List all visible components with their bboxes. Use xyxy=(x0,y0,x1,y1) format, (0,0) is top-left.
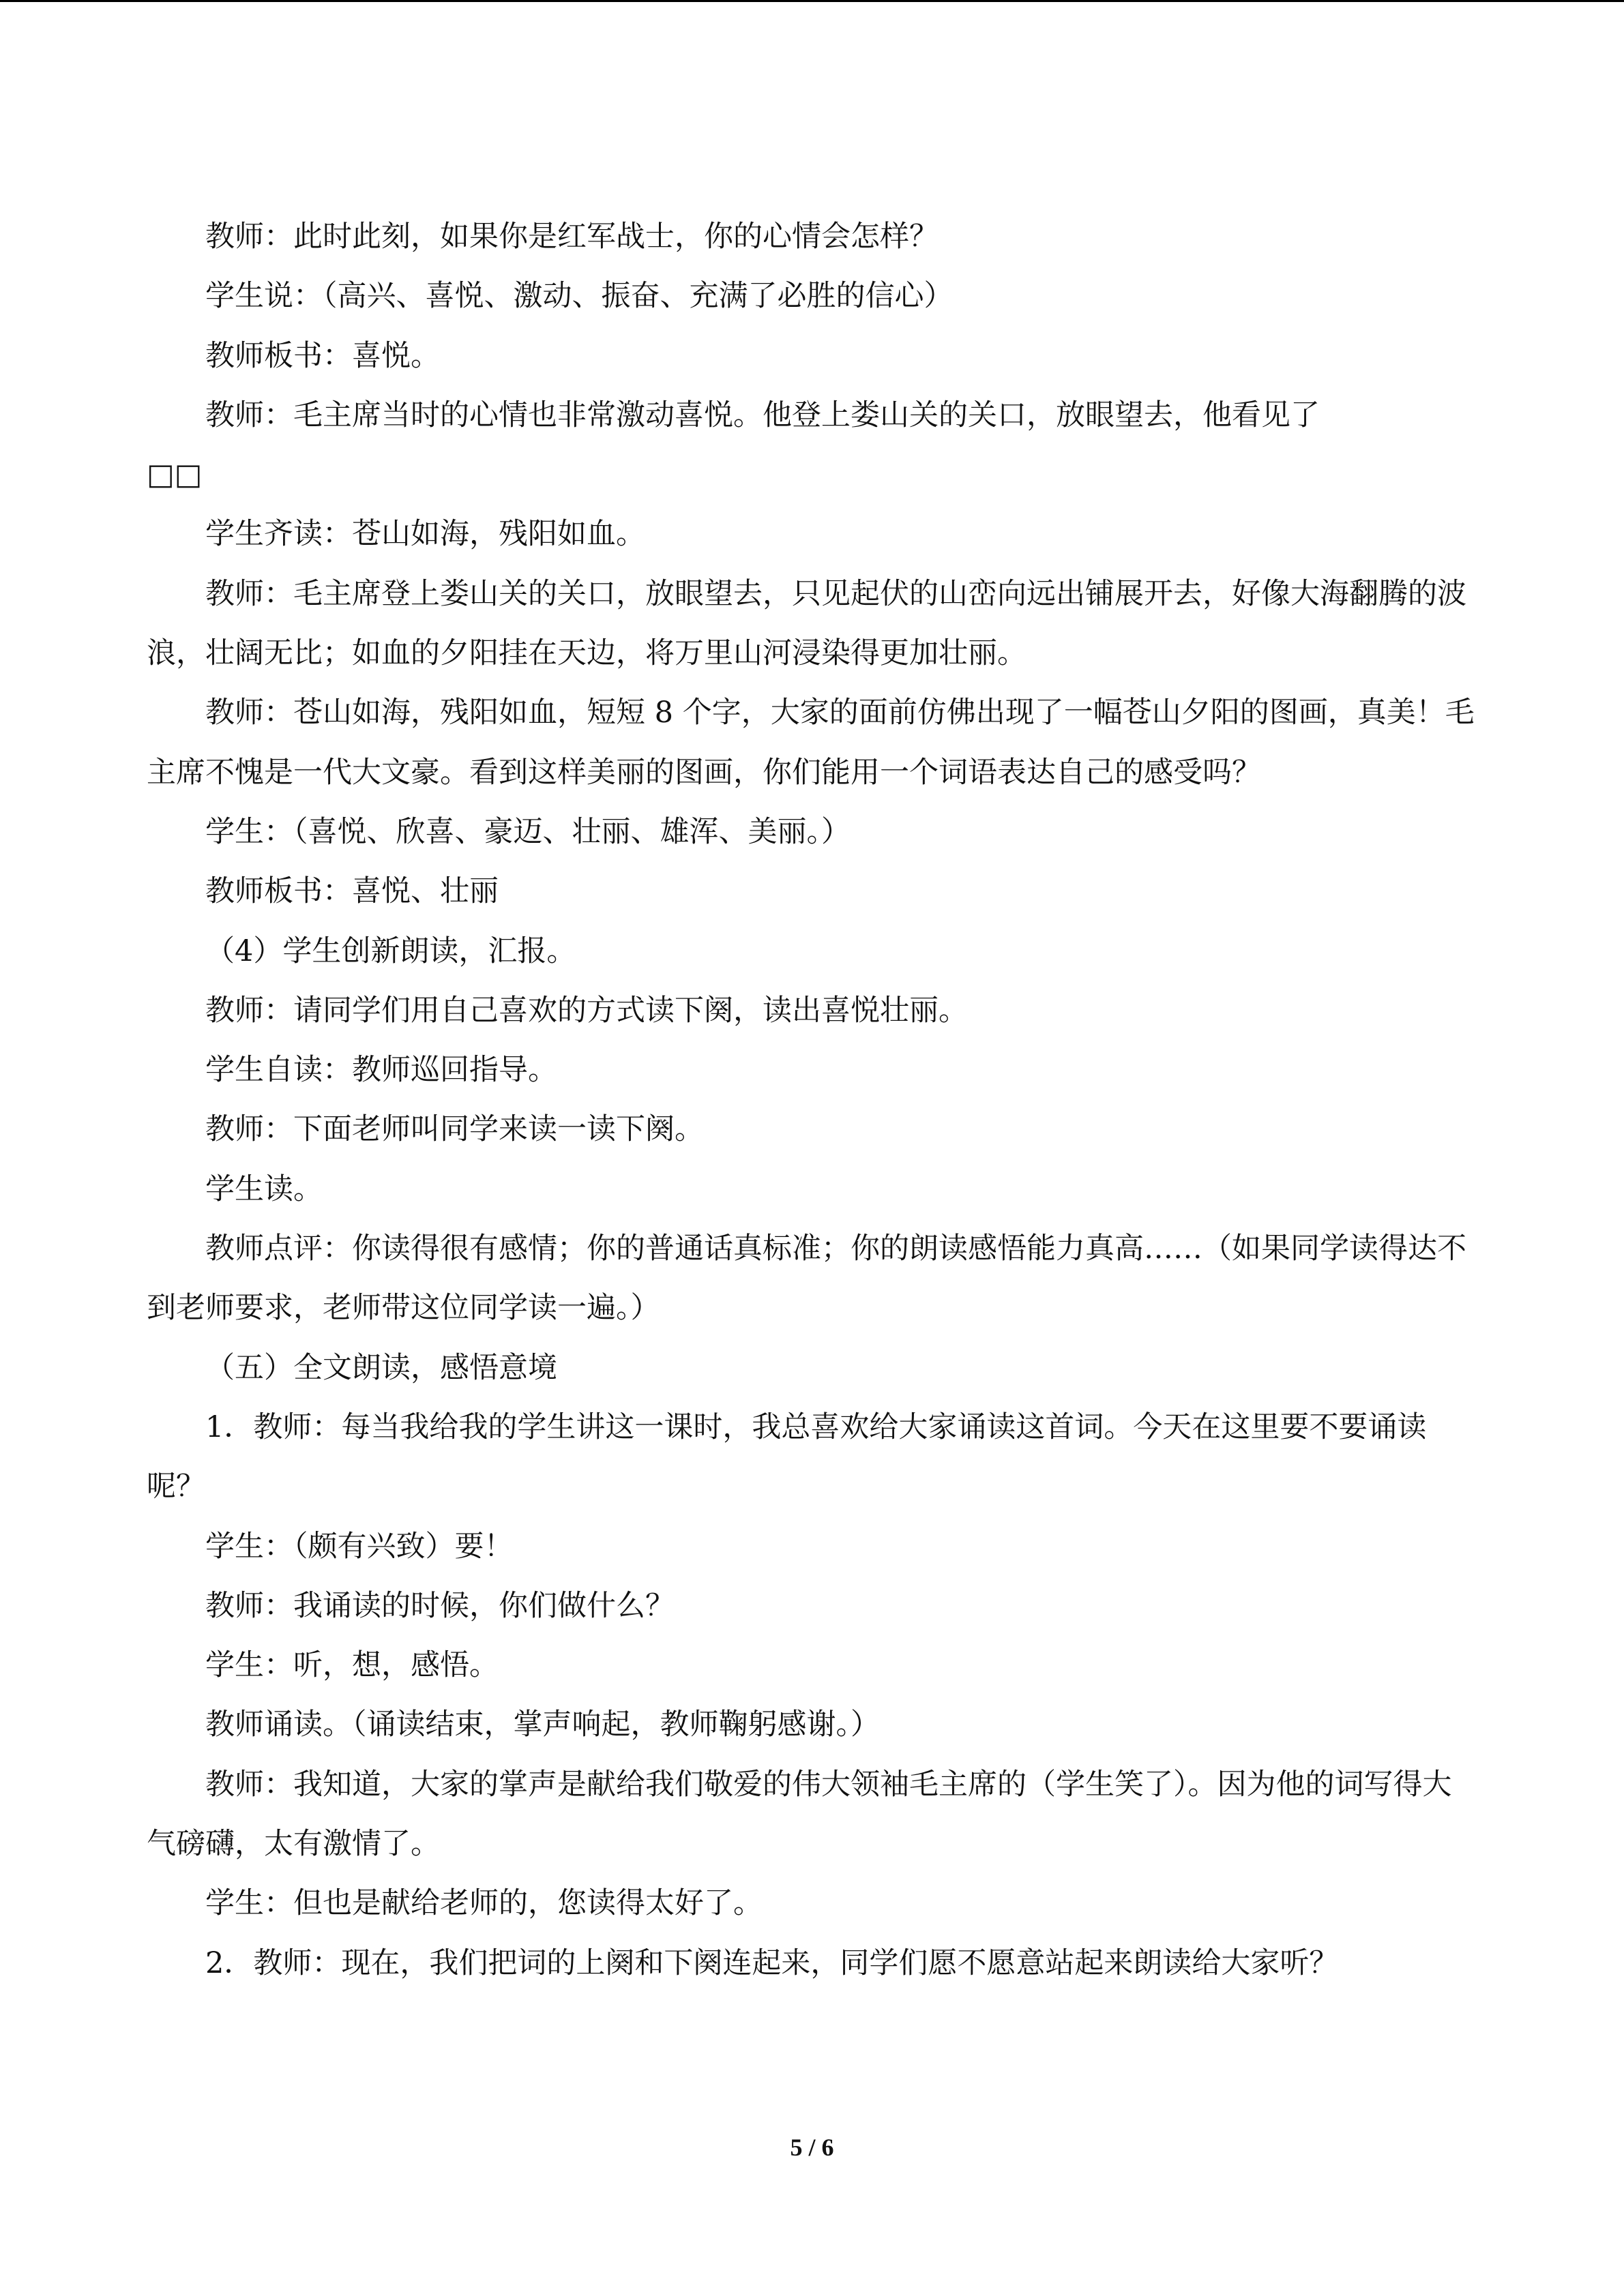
paragraph: 教师：我诵读的时候，你们做什么？ xyxy=(205,1588,675,1623)
paragraph: 教师：苍山如海，残阳如血，短短 8 个字，大家的面前仿佛出现了一幅苍山夕阳的图画，真美！毛主席不愧是一代大文豪。看到这样美丽的图画，你们能用一个词语表达自己的感受吗？ xyxy=(147,696,1475,790)
paragraph: 2．教师：现在，我们把词的上阕和下阕连起来，同学们愿不愿意站起来朗读给大家听？ xyxy=(205,1945,1339,1980)
paragraph: 学生：（颇有兴致）要！ xyxy=(205,1529,514,1564)
paragraph: 学生齐读：苍山如海，残阳如血。 xyxy=(205,517,645,552)
document-body xyxy=(147,207,1477,1993)
top-border-line xyxy=(0,0,1624,2)
paragraph: （五）全文朗读，感悟意境 xyxy=(205,1350,557,1385)
paragraph: 学生：但也是献给老师的，您读得太好了。 xyxy=(205,1886,763,1921)
paragraph: 教师点评：你读得很有感情；你的普通话真标准；你的朗读感悟能力真高……（如果同学读得达不到老师要求，老师带这位同学读一遍。） xyxy=(147,1232,1466,1326)
paragraph: 教师：此时此刻，如果你是红军战士，你的心情会怎样？ xyxy=(205,220,939,254)
paragraph: 教师：毛主席当时的心情也非常激动喜悦。他登上娄山关的关口，放眼望去，他看见了 xyxy=(205,398,1320,432)
paragraph: 学生说：（高兴、喜悦、激动、振奋、充满了必胜的信心） xyxy=(205,279,954,314)
paragraph: 1．教师：每当我给我的学生讲这一课时，我总喜欢给大家诵读这首词。今天在这里要不要诵读呢？ xyxy=(147,1410,1427,1504)
paragraph: □□ xyxy=(147,458,203,492)
paragraph: （4）学生创新朗读，汇报。 xyxy=(205,934,576,968)
paragraph: 教师诵读。（诵读结束，掌声响起，教师鞠躬感谢。） xyxy=(205,1708,880,1742)
paragraph: 教师板书：喜悦。 xyxy=(205,338,440,373)
paragraph: 学生读。 xyxy=(205,1172,323,1206)
paragraph: 学生自读：教师巡回指导。 xyxy=(205,1053,557,1088)
paragraph: 学生：（喜悦、欣喜、豪迈、壮丽、雄浑、美丽。） xyxy=(205,814,851,849)
page-number: 5 / 6 xyxy=(790,2134,834,2161)
paragraph: 教师板书：喜悦、壮丽 xyxy=(205,874,499,909)
paragraph: 教师：下面老师叫同学来读一读下阕。 xyxy=(205,1112,704,1147)
paragraph: 教师：我知道，大家的掌声是献给我们敬爱的伟大领袖毛主席的（学生笑了）。因为他的词写得大气磅礴，太有激情了。 xyxy=(147,1767,1452,1862)
paragraph: 教师：毛主席登上娄山关的关口，放眼望去，只见起伏的山峦向远出铺展开去，好像大海翻腾的波浪，壮阔无比；如血的夕阳挂在天边，将万里山河浸染得更加壮丽。 xyxy=(147,576,1466,671)
paragraph: 学生：听，想，感悟。 xyxy=(205,1648,499,1683)
paragraph: 教师：请同学们用自己喜欢的方式读下阕，读出喜悦壮丽。 xyxy=(205,993,968,1028)
